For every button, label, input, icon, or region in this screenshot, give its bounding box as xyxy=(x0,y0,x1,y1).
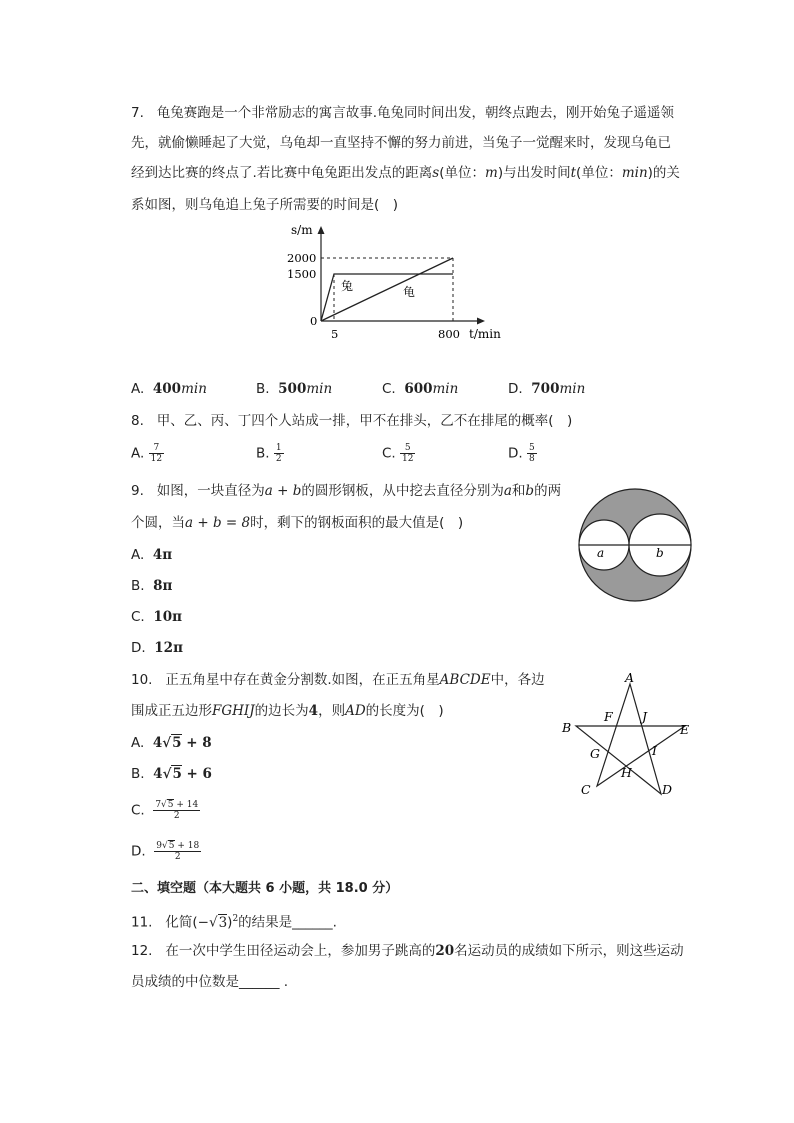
q12-line1: 12. 在一次中学生田径运动会上，参加男子跳高的20名运动员的成绩如下所示，则这些运动 xyxy=(131,943,684,959)
q8-option-b: B. $\frac{1}{2}$ xyxy=(256,443,282,464)
q10-option-b: B. 4√5 + 6 xyxy=(131,766,212,782)
x-axis-arrow xyxy=(477,318,485,325)
q9-option-c: C. 10π xyxy=(131,609,182,625)
q7-option-a: A. 400min xyxy=(131,381,207,397)
q7-option-c: C. 600min xyxy=(382,381,459,397)
q11-text: 11. 化简$(-√3)^2$的结果是______. xyxy=(131,914,337,931)
rabbit-label: 兔 xyxy=(341,279,354,293)
q9-option-a: A. 4π xyxy=(131,547,173,563)
tick-5: 5 xyxy=(331,327,339,341)
tick-2000: 2000 xyxy=(287,251,317,265)
q7-line3: 经到达比赛的终点了.若比赛中龟兔距出发点的距离s(单位：m)与出发时间t(单位：min)的关 xyxy=(131,165,680,181)
vertex-c: C xyxy=(581,782,591,797)
q7-line1: 7. 龟兔赛跑是一个非常励志的寓言故事.龟兔同时间出发，朝终点跑去，刚开始兔子遥遥领 xyxy=(131,105,675,121)
q9-line1: 9. 如图，一块直径为a + b的圆形钢板，从中挖去直径分别为a和b的两 xyxy=(131,483,562,499)
vertex-e: E xyxy=(680,722,690,737)
label-a: a xyxy=(597,546,605,560)
q9-option-b: B. 8π xyxy=(131,578,173,594)
q12-line2: 员成绩的中位数是______ . xyxy=(131,974,289,990)
vertex-a: A xyxy=(625,670,635,685)
y-axis-arrow xyxy=(318,226,325,234)
turtle-label: 龟 xyxy=(403,285,416,299)
q9-option-d: D. 12π xyxy=(131,640,183,656)
q7-line4: 系如图，则乌龟追上兔子所需要的时间是( ) xyxy=(131,197,399,213)
q9-line2: 个圆，当a + b = 8时，剩下的钢板面积的最大值是( ) xyxy=(131,515,464,531)
q10-line2: 围成正五边形FGHIJ的边长为4，则AD的长度为( ) xyxy=(131,703,444,719)
point-f: F xyxy=(604,709,613,724)
tick-800: 800 xyxy=(438,327,460,341)
q8-option-c: C. $\frac{5}{12}$ xyxy=(382,443,414,464)
point-i: I xyxy=(652,743,657,758)
point-j: J xyxy=(642,709,648,724)
q7-option-b: B. 500min xyxy=(256,381,333,397)
x-axis-label: t/min xyxy=(469,327,501,341)
q8-text: 8. 甲、乙、丙、丁四个人站成一排，甲不在排头，乙不在排尾的概率( ) xyxy=(131,413,573,429)
q7-line2: 先，就偷懒睡起了大觉，乌龟却一直坚持不懈的努力前进，当兔子一觉醒来时，发现乌龟已 xyxy=(131,135,671,151)
tick-1500: 1500 xyxy=(287,267,317,281)
q7-graph xyxy=(285,220,515,345)
point-g: G xyxy=(590,746,600,761)
point-h: H xyxy=(621,765,632,780)
q8-option-a: A. $\frac{7}{12}$ xyxy=(131,443,163,464)
q10-option-d: D. $\frac{9√5 + 18}{2}$ xyxy=(131,841,200,862)
q8-option-d: D. $\frac{5}{8}$ xyxy=(508,443,535,464)
q10-option-c: C. $\frac{7√5 + 14}{2}$ xyxy=(131,800,199,821)
q9-circle-figure xyxy=(575,485,695,605)
q10-star-figure xyxy=(555,670,705,802)
section-header-fill-in: 二、填空题（本大题共 6 小题，共 18.0 分） xyxy=(131,881,399,896)
y-axis-label: s/m xyxy=(291,223,313,237)
vertex-b: B xyxy=(562,720,572,735)
label-b: b xyxy=(656,546,664,560)
vertex-d: D xyxy=(662,782,673,797)
q10-option-a: A. 4√5 + 8 xyxy=(131,735,212,751)
q10-line1: 10. 正五角星中存在黄金分割数.如图，在正五角星ABCDE中，各边 xyxy=(131,672,545,688)
origin-label: 0 xyxy=(310,314,318,328)
q7-option-d: D. 700min xyxy=(508,381,586,397)
